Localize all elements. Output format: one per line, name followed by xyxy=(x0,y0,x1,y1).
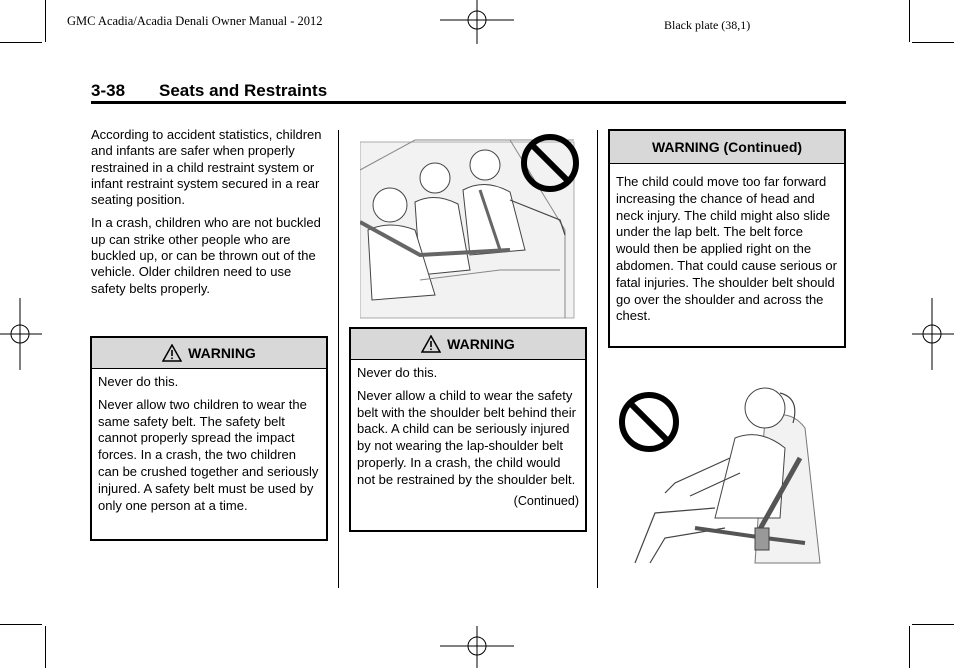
registration-mark-bottom xyxy=(440,626,514,668)
paragraph: Never do this. xyxy=(357,365,438,380)
paragraph: In a crash, children who are not buckled up can strike other people who are buckled up, or can be thrown out of the vehicle. Older children need to use safety belts properly. xyxy=(91,215,321,296)
warning-header xyxy=(351,329,585,360)
registration-mark-right xyxy=(912,298,954,370)
warning-title: WARNING (Continued) xyxy=(651,139,803,155)
warning-body xyxy=(610,164,844,325)
crop-mark xyxy=(912,42,954,43)
prohibited-icon xyxy=(519,132,581,194)
crop-mark xyxy=(909,626,910,668)
heading-rule xyxy=(91,101,846,104)
children-seatbelt-illustration xyxy=(360,130,582,320)
warning-triangle-icon xyxy=(162,344,182,362)
warning-box-two-children xyxy=(90,336,328,541)
prohibited-icon xyxy=(617,390,681,454)
warning-body xyxy=(92,369,326,514)
crop-mark xyxy=(0,624,42,625)
warning-title: WARNING xyxy=(188,345,256,361)
plate-label: Black plate (38,1) xyxy=(664,18,751,32)
paragraph: Never do this. xyxy=(98,374,179,389)
warning-header xyxy=(92,338,326,369)
registration-mark-top xyxy=(440,0,514,44)
column-divider xyxy=(338,130,339,588)
crop-mark xyxy=(912,624,954,625)
page-number: 3-38 xyxy=(91,81,126,100)
column-divider xyxy=(597,130,598,588)
warning-box-belt-behind-back xyxy=(349,327,587,532)
manual-title: GMC Acadia/Acadia Denali Owner Manual - 2012 xyxy=(67,14,323,28)
paragraph: According to accident statistics, children and infants are safer when properly restrained in a child restraint system or infant restraint system secured in a rear seating position. xyxy=(91,127,322,208)
crop-mark xyxy=(909,0,910,42)
warning-triangle-icon xyxy=(421,335,441,353)
paragraph: The child could move too far forward increasing the chance of head and neck injury. The child might also slide under the lap belt. The belt force would then be applied right on the abdomen. That could cause serious or fatal injuries. The shoulder belt should go over the shoulder and across the chest. xyxy=(616,174,837,324)
section-heading xyxy=(91,81,327,101)
child-belt-behind-back-illustration xyxy=(615,378,827,564)
warning-title: WARNING xyxy=(447,336,515,352)
crop-mark xyxy=(0,42,42,43)
warning-header xyxy=(610,131,844,164)
crop-mark xyxy=(45,0,46,42)
page-title: Seats and Restraints xyxy=(159,81,328,100)
paragraph: Never allow a child to wear the safety belt with the shoulder belt behind their back. A child can be seriously injured by not wearing the lap-shoulder belt properly. In a crash, the child would not be restrained by the shoulder belt. xyxy=(357,387,576,487)
warning-box-continued xyxy=(608,129,846,348)
paragraph: Never allow two children to wear the same safety belt. The safety belt cannot properly spread the impact forces. In a crash, the two children can be crushed together and seriously injured. A safety belt must be used by only one person at a time. xyxy=(98,396,319,513)
continued-label: (Continued) xyxy=(513,493,579,508)
warning-body xyxy=(351,360,585,509)
crop-mark xyxy=(45,626,46,668)
column-1-text xyxy=(91,127,323,304)
registration-mark-left xyxy=(0,298,42,370)
